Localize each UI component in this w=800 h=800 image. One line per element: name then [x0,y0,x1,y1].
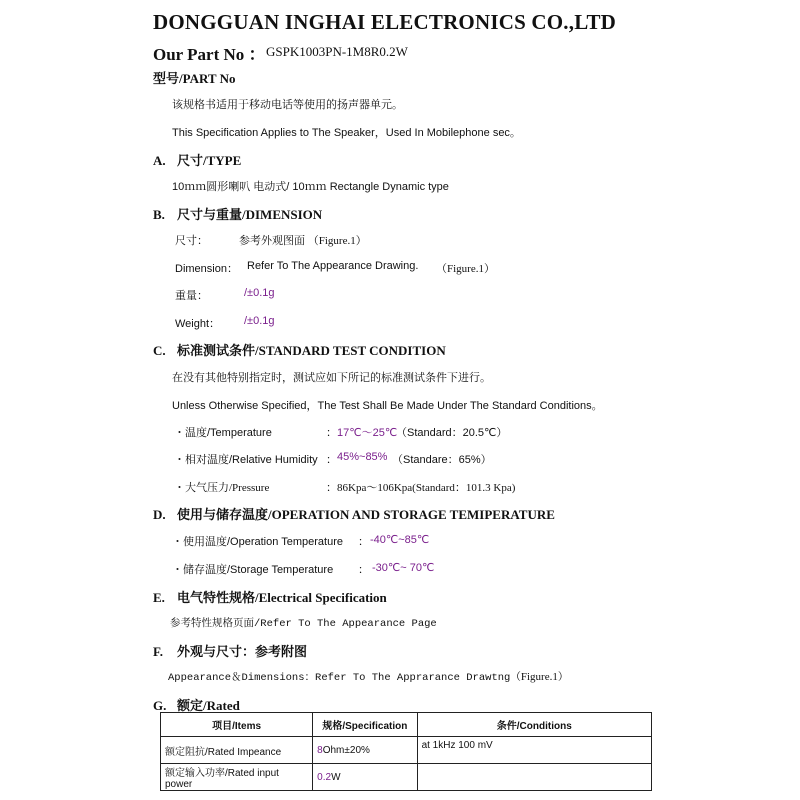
row-spec [313,764,417,791]
pressure-label: ・大气压力/Pressure [174,482,270,494]
section-c-letter: C. [153,343,166,358]
section-f-heading [153,641,307,660]
weight-cn-label: 重量： [175,290,208,302]
section-b-title: 尺寸与重量/DIMENSION [177,207,323,222]
temp-colon: ： [326,427,337,439]
temp-label: ・温度/Temperature [174,427,272,439]
size-en-value: Refer To The Appearance Drawing. [247,260,419,272]
section-f-line [168,669,568,684]
intro-en: This Specification Applies to The Speaker，Used In Mobilephone sec。 [172,127,521,139]
size-en-label: Dimension： [175,263,238,275]
humidity-standard: （Standare：65%） [392,454,492,466]
table-row [161,764,652,791]
section-b-heading [153,204,322,223]
section-a-title: 尺寸/TYPE [177,153,242,168]
weight-en-value: /±0.1g [244,315,275,327]
header-items: 项目/Items [161,713,313,737]
row-spec-value: 0.2 [317,771,332,783]
row-condition: at 1kHz 100 mV [417,737,651,764]
section-d-letter: D. [153,507,166,522]
section-d-heading [153,504,555,523]
section-f-letter: F. [153,644,163,659]
row-spec-unit: Ohm±20% [322,744,370,756]
operation-temp-colon: ： [358,536,369,548]
section-a-line: 10ｍｍ圆形喇叭 电动式/ 10ｍｍ Rectangle Dynamic type [172,181,449,193]
size-cn-label: 尺寸： [175,235,208,247]
weight-cn-value: /±0.1g [244,287,275,299]
section-c-heading [153,340,446,359]
section-e-title: 电气特性规格/Electrical Specification [177,590,387,605]
section-g-letter: G. [153,698,167,713]
section-c-en: Unless Otherwise Specified，The Test Shall Be Made Under The Standard Conditions。 [172,400,603,412]
header-specification: 规格/Specification [313,713,417,737]
size-en-figure: （Figure.1） [436,263,495,275]
storage-temp-colon: ： [358,564,369,576]
temp-value: 17℃～25℃ [337,427,398,439]
humidity-value: 45%~85% [337,451,388,463]
row-spec-unit: W [331,771,341,783]
operation-temp-value: -40℃~85℃ [370,534,430,546]
rated-table [160,712,652,791]
humidity-colon: ： [326,454,337,466]
section-e-heading [153,587,387,606]
row-spec-value: 8 [317,744,323,756]
part-number-label: Our Part No ： [153,45,266,64]
section-a-letter: A. [153,153,166,168]
section-d-title: 使用与储存温度/OPERATION AND STORAGE TEMIPERATURE [177,507,555,522]
section-e-line: 参考特性规格页面/Refer To The Appearance Page [170,618,437,630]
section-c-title: 标准测试条件/STANDARD TEST CONDITION [177,343,446,358]
model-label: 型号/PART No [153,71,236,86]
section-f-line-post: ） [557,672,569,684]
section-a-heading [153,150,241,169]
header-conditions: 条件/Conditions [417,713,651,737]
part-number-value: GSPK1003PN-1M8R0.2W [266,44,408,59]
weight-en-label: Weight： [175,318,221,330]
row-spec [313,737,417,764]
storage-temp-value: -30℃~ 70℃ [372,562,435,574]
company-name: DONGGUAN INGHAI ELECTRONICS CO.,LTD [153,10,617,34]
humidity-label: ・相对温度/Relative Humidity [174,454,318,466]
pressure-value: ：86Kpa～106Kpa(Standard：101.3 Kpa) [326,482,516,494]
storage-temp-label: ・储存温度/Storage Temperature [172,564,334,576]
operation-temp-label: ・使用温度/Operation Temperature [172,536,343,548]
rated-table-header [161,713,652,737]
table-row [161,737,652,764]
row-item: 额定阻抗/Rated Impeance [161,737,313,764]
temp-standard: （Standard：20.5℃） [396,427,508,439]
section-e-letter: E. [153,590,165,605]
section-f-line-pre: Appearance＆Dimensions：Refer To The Apprarance Drawtng（ [168,672,521,684]
section-g-title: 额定/Rated [177,698,240,713]
row-item: 额定输入功率/Rated input power [161,764,313,791]
size-cn-value: 参考外观图面 （Figure.1） [239,235,367,247]
intro-cn: 该规格书适用于移动电话等使用的扬声器单元。 [172,99,403,111]
section-b-letter: B. [153,207,165,222]
section-f-line-figure: Figure.1 [520,671,558,683]
section-f-title: 外观与尺寸：参考附图 [177,644,308,659]
row-condition [417,764,651,791]
section-c-cn: 在没有其他特别指定时，测试应如下所记的标准测试条件下进行。 [172,372,491,384]
